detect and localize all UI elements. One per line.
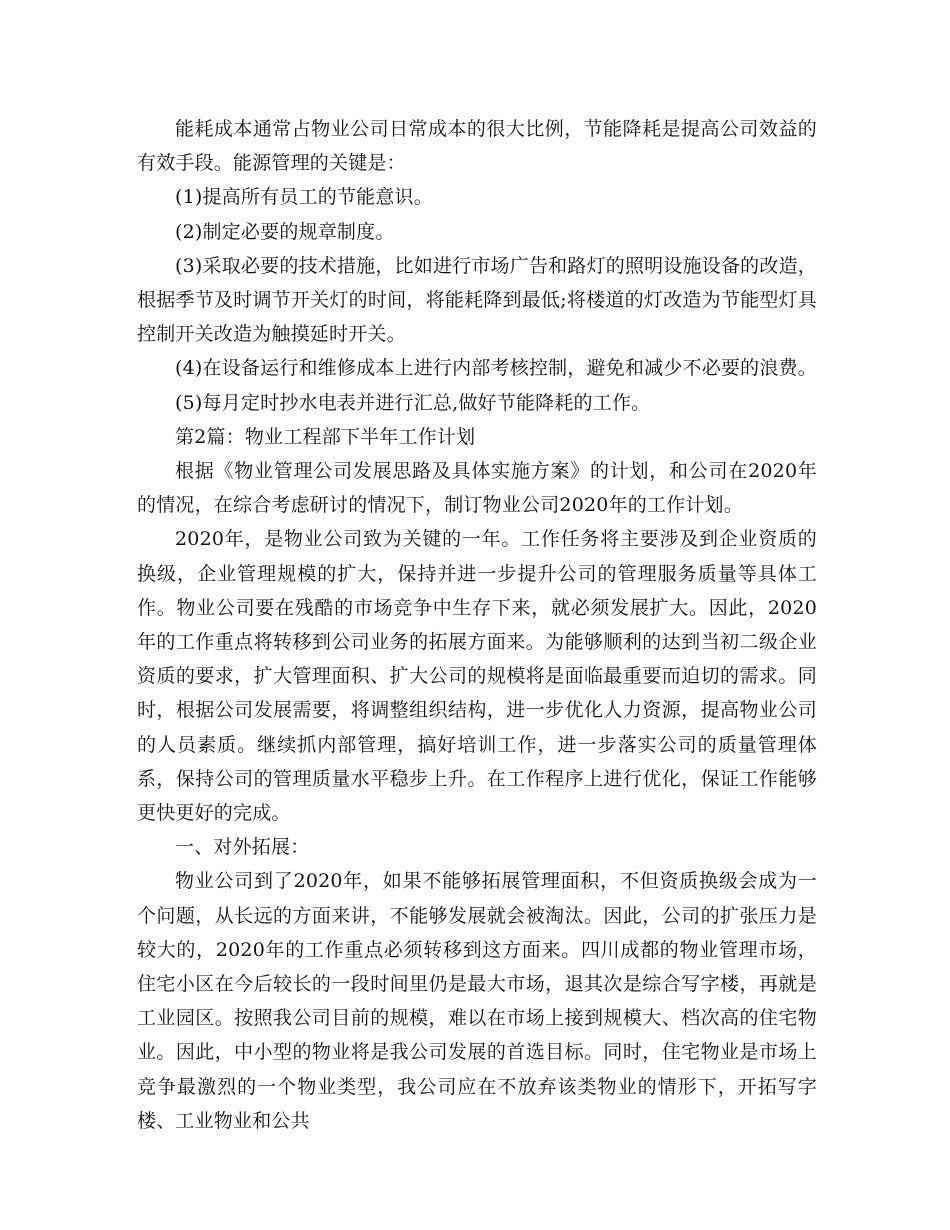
paragraph-expansion-detail: 物业公司到了2020年，如果不能够拓展管理面积，不但资质换级会成为一个问题，从长远的方面来讲，不能够发展就会被淘汰。因此，公司的扩张压力是较大的，2020年的工作重点必须转移到这方面来。四川成都的物业管理市场，住宅小区在今后较长的一段时间里仍是最大市场，退其次是综合写字楼，再就是工业园区。按照我公司目前的规模，难以在市场上接到规模大、档次高的住宅物业。因此，中小型的物业将是我公司发展的首选目标。同时，住宅物业是市场上竞争最激烈的一个物业类型，我公司应在不放弃该类物业的情形下，开拓写字楼、工业物业和公共 [137, 870, 817, 1132]
list-item-3: (3)采取必要的技术措施，比如进行市场广告和路灯的照明设施设备的改造，根据季节及时调节开关灯的时间，将能耗降到最低;将楼道的灯改造为节能型灯具控制开关改造为触摸延时开关。 [137, 254, 817, 346]
section-heading-part-2: 第2篇：物业工程部下半年工作计划 [175, 425, 476, 448]
paragraph-2020-overview: 2020年，是物业公司致为关键的一年。工作任务将主要涉及到企业资质的换级，企业管理规模的扩大，保持并进一步提升公司的管理服务质量等具体工作。物业公司要在残酷的市场竞争中生存下来，就必须发展扩大。因此，2020年的工作重点将转移到公司业务的拓展方面来。为能够顺利的达到当初二级企业资质的要求，扩大管理面积、扩大公司的规模将是面临最重要而迫切的需求。同时，根据公司发展需要，将调整组织结构，进一步优化人力资源，提高物业公司的人员素质。继续抓内部管理，搞好培训工作，进一步落实公司的质量管理体系，保持公司的管理质量水平稳步上升。在工作程序上进行优化，保证工作能够更快更好的完成。 [137, 528, 817, 825]
list-item-4: (4)在设备运行和维修成本上进行内部考核控制，避免和减少不必要的浪费。 [175, 357, 817, 380]
paragraph-energy-intro: 能耗成本通常占物业公司日常成本的很大比例，节能降耗是提高公司效益的有效手段。能源管理的关键是： [137, 118, 817, 175]
list-item-5: (5)每月定时抄水电表并进行汇总,做好节能降耗的工作。 [175, 391, 651, 414]
list-item-1: (1)提高所有员工的节能意识。 [175, 186, 433, 209]
document-body [137, 112, 817, 1138]
paragraph-plan-basis: 根据《物业管理公司发展思路及具体实施方案》的计划，和公司在2020年的情况，在综合考虑研讨的情况下，制订物业公司2020年的工作计划。 [137, 460, 817, 517]
subheading-external-expansion: 一、对外拓展： [175, 836, 310, 859]
list-item-2: (2)制定必要的规章制度。 [175, 220, 395, 243]
